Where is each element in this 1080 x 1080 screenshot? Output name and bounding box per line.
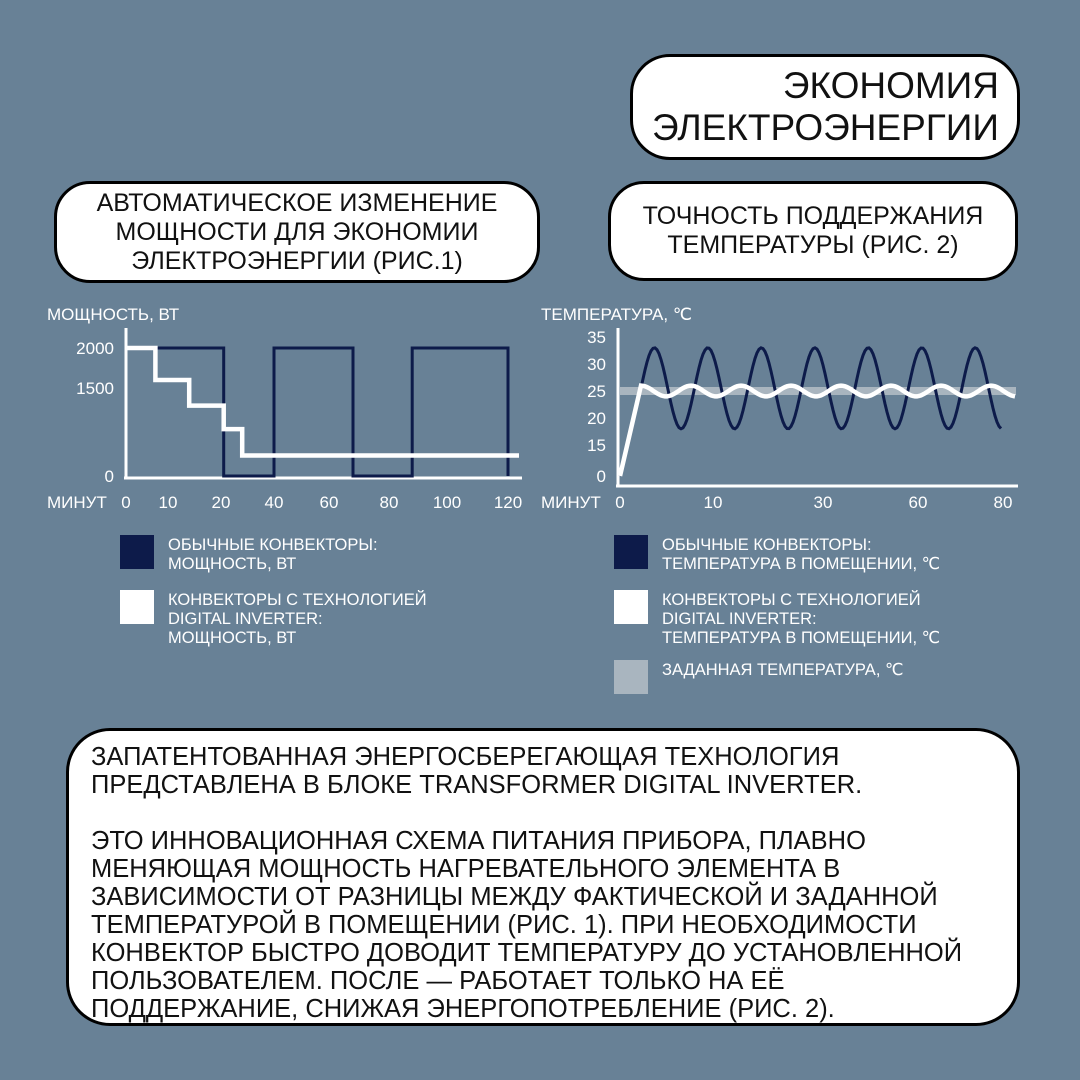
legend2-item-inverter [614,590,940,648]
legend-swatch [614,535,648,569]
description-line: ЗАВИСИМОСТИ ОТ РАЗНИЦЫ МЕЖДУ ФАКТИЧЕСКОЙ И ЗАДАННОЙ [91,883,938,911]
description-line: МЕНЯЮЩАЯ МОЩНОСТЬ НАГРЕВАТЕЛЬНОГО ЭЛЕМЕНТА В [91,855,841,883]
legend-label: КОНВЕКТОРЫ С ТЕХНОЛОГИЕЙ [168,591,427,609]
temperature-series-regular [620,348,1001,476]
power-chart-xtick: 60 [319,493,339,512]
legend-label: ЗАДАННАЯ ТЕМПЕРАТУРА, ℃ [662,661,904,679]
temperature-chart-ytick: 30 [587,355,606,374]
description-box [66,728,1020,1026]
fig1-title-line: ЭЛЕКТРОЭНЕРГИИ (РИС.1) [131,246,463,275]
power-chart-xlabel: МИНУТ [47,493,107,512]
temperature-chart-xtick: 30 [813,493,833,512]
power-series-inverter [126,348,519,456]
legend-swatch [614,590,648,624]
legend-swatch [120,535,154,569]
description-paragraph-1 [91,743,995,799]
legend-label: МОЩНОСТЬ, ВТ [168,629,297,647]
fig1-title-line: МОЩНОСТИ ДЛЯ ЭКОНОМИИ [115,217,479,246]
description-line: ЗАПАТЕНТОВАННАЯ ЭНЕРГОСБЕРЕГАЮЩАЯ ТЕХНОЛОГИЯ [91,743,840,771]
legend-swatch [614,660,648,694]
power-chart-xtick: 40 [264,493,284,512]
description-line: ЭТО ИННОВАЦИОННАЯ СХЕМА ПИТАНИЯ ПРИБОРА, ПЛАВНО [91,827,866,855]
legend2-item-setpoint [614,660,904,694]
power-chart-xtick: 10 [158,493,178,512]
description-paragraph-2 [91,827,995,1023]
legend1-item-inverter [120,590,427,648]
temperature-chart-xlabel: МИНУТ [541,493,601,512]
description-line: КОНВЕКТОР БЫСТРО ДОВОДИТ ТЕМПЕРАТУРУ ДО УСТАНОВЛЕННОЙ [91,939,963,967]
legend-label: ОБЫЧНЫЕ КОНВЕКТОРЫ: [168,536,378,554]
power-chart-ylabel: МОЩНОСТЬ, ВТ [47,305,180,324]
description-line: ПРЕДСТАВЛЕНА В БЛОКЕ TRANSFORMER DIGITAL INVERTER. [91,771,863,799]
power-chart-ytick: 1500 [76,379,114,398]
power-chart-xtick: 0 [121,493,131,512]
power-chart-xtick: 80 [379,493,399,512]
legend-label: ТЕМПЕРАТУРА В ПОМЕЩЕНИИ, ℃ [662,555,941,573]
temperature-chart-ytick: 20 [587,409,606,428]
temperature-chart-xtick: 60 [908,493,928,512]
legend2-item-regular [614,535,940,574]
power-chart-ytick: 0 [104,467,114,486]
main-title-line: ЭКОНОМИЯ [782,65,999,106]
legend-label: DIGITAL INVERTER: [662,610,817,628]
temperature-chart-ytick: 35 [587,328,606,347]
temperature-chart-ytick: 15 [587,436,606,455]
description-line: ПОЛЬЗОВАТЕЛЕМ. ПОСЛЕ — РАБОТАЕТ ТОЛЬКО НА ЕЁ [91,967,785,995]
temperature-chart-xtick: 80 [993,493,1013,512]
legend1-item-regular [120,535,378,574]
fig2-title-line: ТЕМПЕРАТУРЫ (РИС. 2) [667,231,959,259]
legend-label: ОБЫЧНЫЕ КОНВЕКТОРЫ: [662,536,872,554]
temperature-chart-xtick: 10 [703,493,723,512]
power-chart-ytick: 2000 [76,339,114,358]
temperature-series-inverter [620,386,1015,476]
temperature-chart-xtick: 0 [615,493,625,512]
description-line: ПОДДЕРЖАНИЕ, СНИЖАЯ ЭНЕРГОПОТРЕБЛЕНИЕ (РИС. 2). [91,995,835,1023]
power-chart-xtick: 20 [211,493,231,512]
legend-swatch [120,590,154,624]
temperature-chart-ytick: 0 [596,467,606,486]
temperature-chart [541,305,1018,512]
power-chart-xtick: 120 [493,493,523,512]
main-title-line: ЭЛЕКТРОЭНЕРГИИ [651,107,999,148]
fig1-title-line: АВТОМАТИЧЕСКОЕ ИЗМЕНЕНИЕ [96,188,498,217]
legend-label: МОЩНОСТЬ, ВТ [168,555,297,573]
temperature-chart-ytick: 25 [587,382,606,401]
power-chart-xtick: 100 [432,493,462,512]
legend-label: ТЕМПЕРАТУРА В ПОМЕЩЕНИИ, ℃ [662,629,941,647]
description-line: ТЕМПЕРАТУРОЙ В ПОМЕЩЕНИИ (РИС. 1). ПРИ НЕОБХОДИМОСТИ [91,911,917,939]
temperature-chart-ylabel: ТЕМПЕРАТУРА, ℃ [541,305,692,324]
legend-label: DIGITAL INVERTER: [168,610,323,628]
legend-label: КОНВЕКТОРЫ С ТЕХНОЛОГИЕЙ [662,591,921,609]
power-chart [47,305,522,512]
fig2-title-line: ТОЧНОСТЬ ПОДДЕРЖАНИЯ [642,202,984,230]
